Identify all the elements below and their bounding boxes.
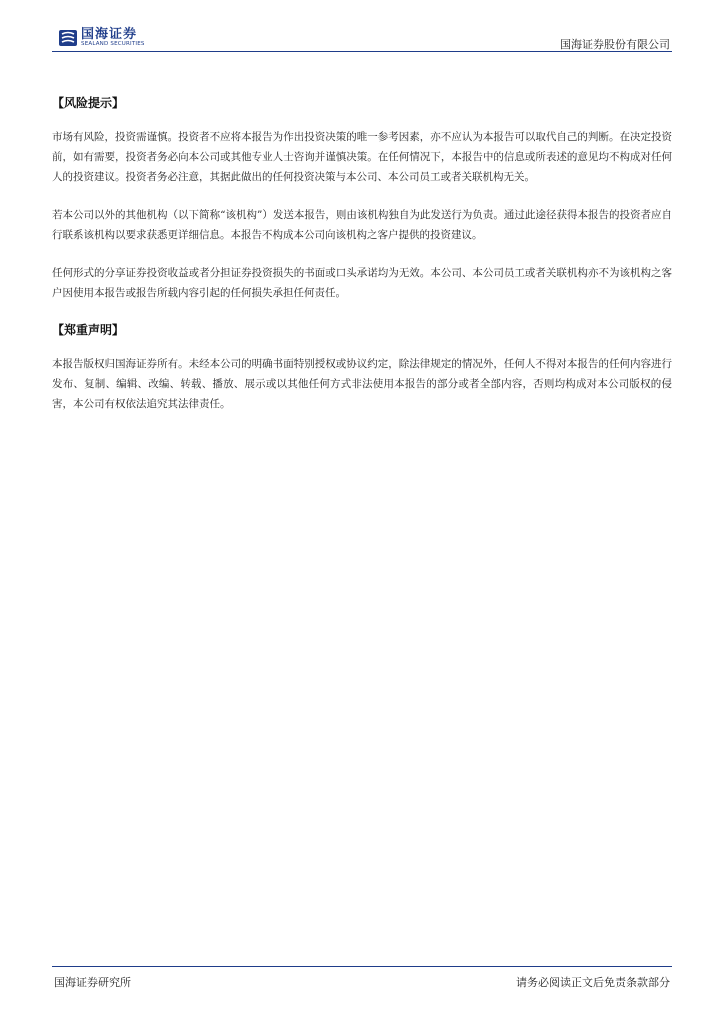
- footer-institute: 国海证券研究所: [54, 976, 131, 989]
- risk-paragraph-1: 市场有风险，投资需谨慎。投资者不应将本报告为作出投资决策的唯一参考因素，亦不应认为本报告可以取代自己的判断。在决定投资前，如有需要，投资者务必向本公司或其他专业人士咨询并谨慎决策。在任何情况下，本报告中的信息或所表述的意见均不构成对任何人的投资建议。投资者务必注意，其据此做出的任何投资决策与本公司、本公司员工或者关联机构无关。: [52, 131, 672, 183]
- sealand-logo-icon: [58, 28, 78, 48]
- company-logo: [58, 28, 145, 48]
- solemn-statement-title: 【郑重声明】: [52, 323, 125, 337]
- risk-paragraph-2: 若本公司以外的其他机构（以下简称“该机构”）发送本报告，则由该机构独自为此发送行为负责。通过此途径获得本报告的投资者应自行联系该机构以要求获悉更详细信息。本报告不构成本公司向该机构之客户提供的投资建议。: [52, 209, 672, 241]
- page-header: [0, 0, 724, 54]
- footer-divider: [52, 966, 672, 967]
- logo-english-text: SEALAND SECURITIES: [81, 41, 145, 48]
- footer-disclaimer-note: 请务必阅读正文后免责条款部分: [516, 976, 670, 989]
- statement-paragraph-1: 本报告版权归国海证券所有。未经本公司的明确书面特别授权或协议约定，除法律规定的情况外，任何人不得对本报告的任何内容进行发布、复制、编辑、改编、转载、播放、展示或以其他任何方式非法使用本报告的部分或者全部内容，否则均构成对本公司版权的侵害，本公司有权依法追究其法律责任。: [52, 358, 672, 410]
- disclaimer-content: [52, 94, 672, 432]
- risk-warning-title: 【风险提示】: [52, 96, 125, 110]
- risk-paragraph-3: 任何形式的分享证券投资收益或者分担证券投资损失的书面或口头承诺均为无效。本公司、本公司员工或者关联机构亦不为该机构之客户因使用本报告或报告所载内容引起的任何损失承担任何责任。: [52, 267, 672, 299]
- header-company-name: 国海证券股份有限公司: [560, 38, 670, 51]
- header-divider: [52, 51, 672, 52]
- logo-chinese-text: 国海证券: [81, 27, 138, 43]
